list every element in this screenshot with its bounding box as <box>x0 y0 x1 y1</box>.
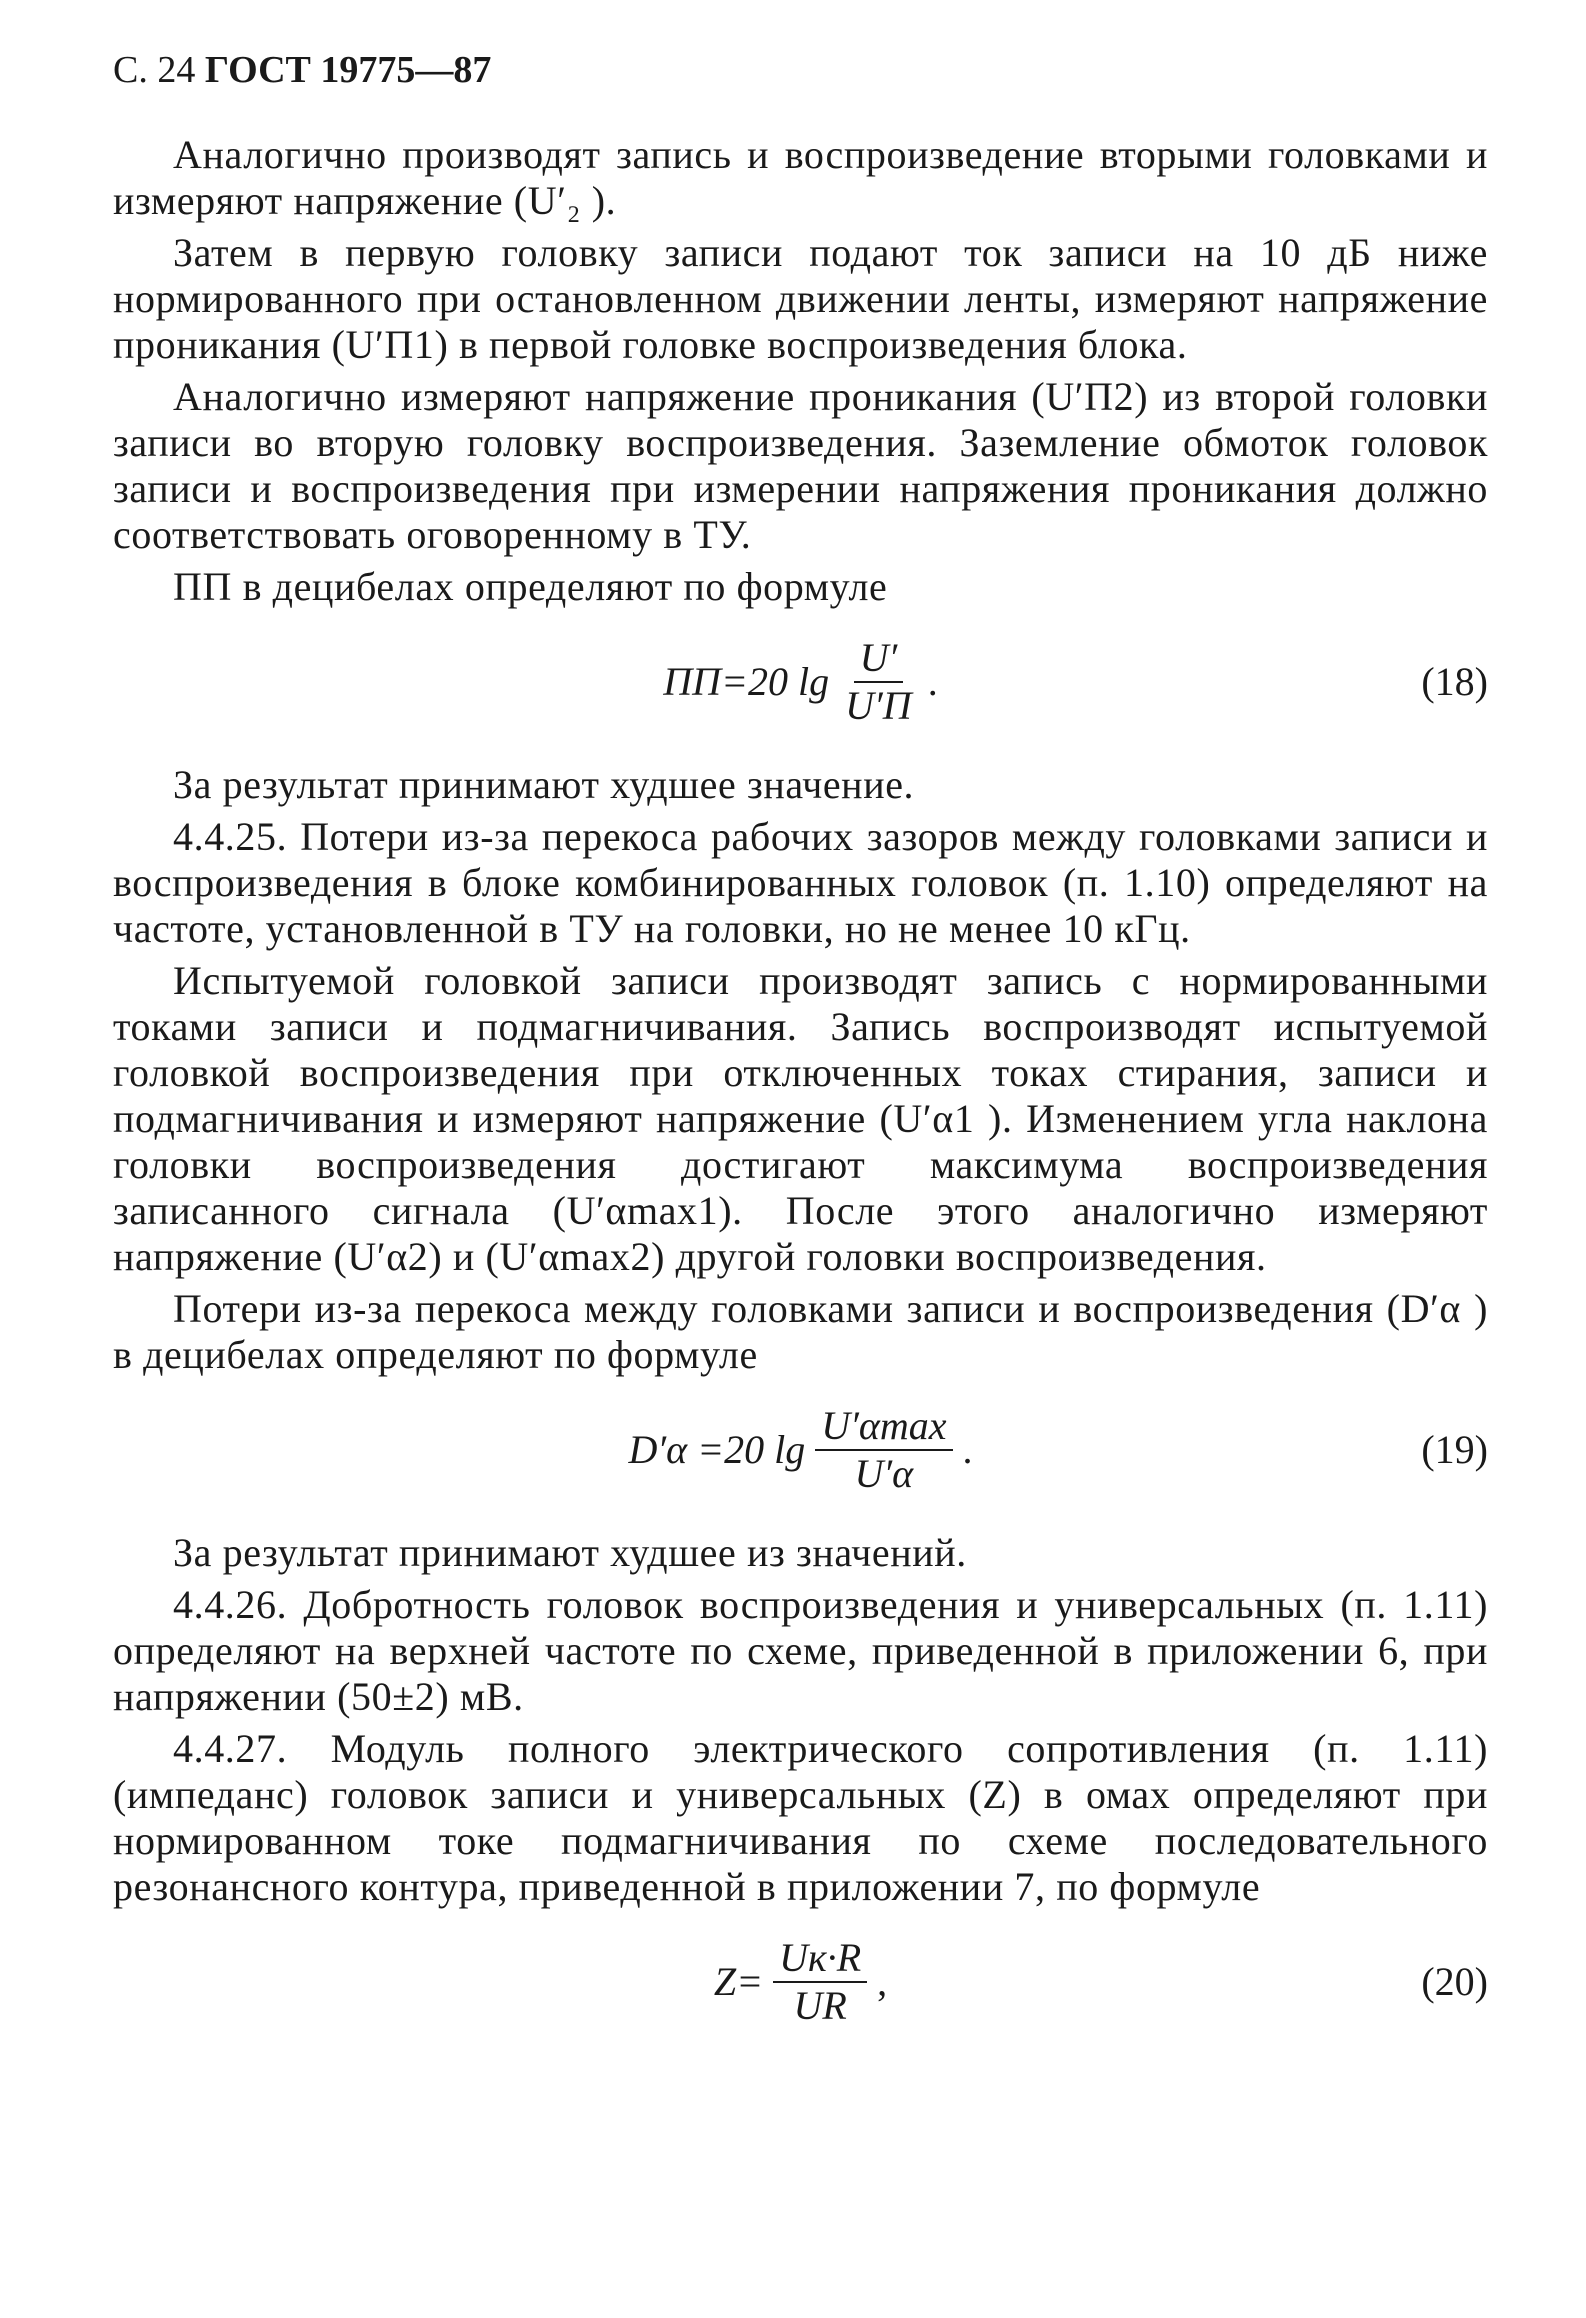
formula-fraction <box>839 637 918 727</box>
formula-19 <box>113 1384 1488 1516</box>
paragraph: Потери из-за перекоса между головками записи и воспроизведения (D′α ) в децибелах определяют по формуле <box>113 1286 1488 1377</box>
paragraph: За результат принимают худшее значение. <box>173 762 915 807</box>
formula-number: (18) <box>1421 659 1488 704</box>
formula-18 <box>113 616 1488 748</box>
formula-fraction <box>815 1405 952 1495</box>
formula-denominator: U′П <box>845 683 912 728</box>
formula-denominator: U′α <box>854 1451 914 1496</box>
paragraph: Аналогично производят запись и воспроизведение вторыми головками и измеряют напряжение (U′₂ ). <box>113 132 1488 223</box>
standard-code: ГОСТ 19775—87 <box>204 49 492 91</box>
paragraph: ПП в децибелах определяют по формуле <box>173 564 888 609</box>
formula-number: (20) <box>1421 1959 1488 2004</box>
paragraph: Испытуемой головкой записи производят запись с нормированными токами записи и подмагничивания. Запись воспроизводят испытуемой головкой воспроизведения при отключенных токах стирания, записи и подмагничивания и измеряют напряжение (U′α1 ). Изменением угла наклона головки воспроизведения достигают максимума воспроизведения записанного сигнала (U′αmax1). После этого аналогично измеряют напряжение (U′α2) и (U′αmax2) другой головки воспроизведения. <box>113 958 1488 1279</box>
formula-tail: , <box>877 1959 888 2004</box>
formula-lhs: D′α =20 lg <box>628 1427 806 1472</box>
formula-20 <box>113 1916 1488 2048</box>
paragraph: За результат принимают худшее из значений. <box>173 1530 967 1575</box>
formula-number: (19) <box>1421 1427 1488 1472</box>
formula-tail: . <box>927 659 938 704</box>
formula-lhs: ПП=20 lg <box>663 659 830 704</box>
paragraph: Затем в первую головку записи подают ток записи на 10 дБ ниже нормированного при остановленном движении ленты, измеряют напряжение проникания (U′П1) в первой головке воспроизведения блока. <box>113 230 1488 367</box>
formula-lhs: Z= <box>713 1959 764 2004</box>
paragraph: 4.4.25. Потери из-за перекоса рабочих зазоров между головками записи и воспроизведения в блоке комбинированных головок (п. 1.10) определяют на частоте, установленной в ТУ на головки, но не менее 10 кГц. <box>113 814 1488 951</box>
formula-denominator: UR <box>793 1983 847 2028</box>
paragraph: Аналогично измеряют напряжение проникания (U′П2) из второй головки записи во вторую головку воспроизведения. Заземление обмоток головок записи и воспроизведения при измерении напряжения проникания должно соответствовать оговоренному в ТУ. <box>113 374 1488 557</box>
formula-numerator: Uк·R <box>773 1937 867 1983</box>
formula-numerator: U′αmax <box>815 1405 952 1451</box>
formula-fraction <box>773 1937 867 2027</box>
formula-tail: . <box>962 1427 973 1472</box>
paragraph: 4.4.27. Модуль полного электрического сопротивления (п. 1.11) (импеданс) головок записи и универсальных (Z) в омах определяют при нормированном токе подмагничивания по схеме последовательного резонансного контура, приведенной в приложении 7, по формуле <box>113 1726 1488 1909</box>
paragraph: 4.4.26. Добротность головок воспроизведения и универсальных (п. 1.11) определяют на верхней частоте по схеме, приведенной в приложении 6, при напряжении (50±2) мВ. <box>113 1582 1488 1719</box>
formula-numerator: U′ <box>854 637 904 683</box>
page-number: С. 24 <box>113 49 196 91</box>
page-header <box>113 48 1488 92</box>
